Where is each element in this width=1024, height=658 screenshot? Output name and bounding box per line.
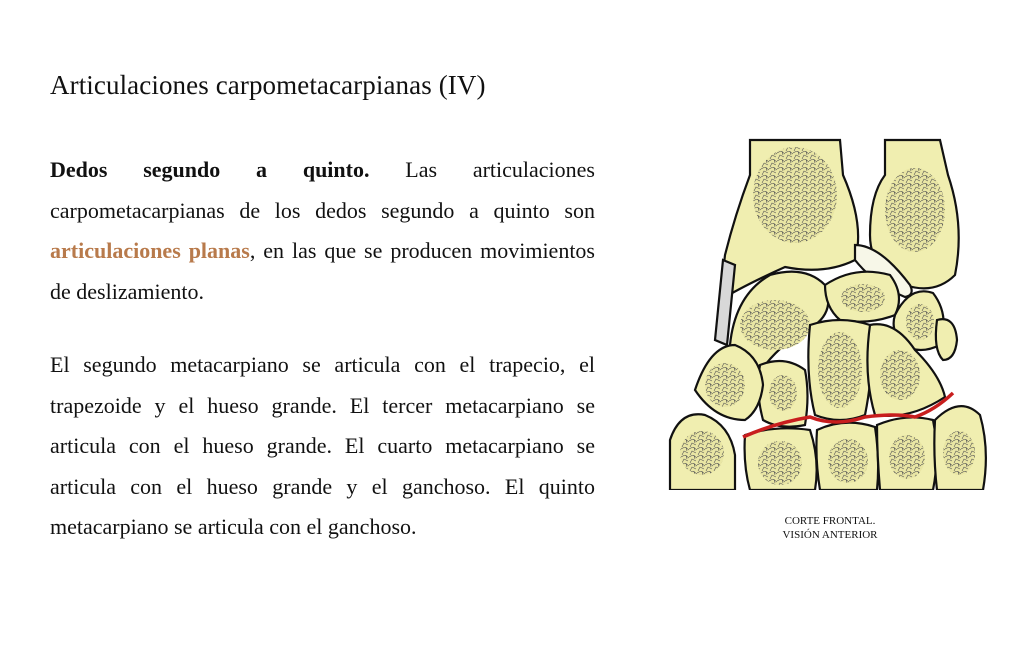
- trapezoid-spongy: [769, 375, 797, 411]
- highlighted-term: articulaciones planas: [50, 238, 250, 263]
- pisiform-bone: [936, 319, 957, 360]
- caption-line-2: VISIÓN ANTERIOR: [782, 529, 878, 541]
- paragraph-fingers-two-to-five: [50, 150, 595, 312]
- body-text: [50, 150, 595, 548]
- radius-spongy: [753, 147, 837, 243]
- paragraph-metacarpal-articulations: El segundo metacarpiano se articula con el trapecio, el trapezoide y el hueso grande. El tercer metacarpiano se articula con el hueso grande. El cuarto metacarpiano se articula con el hueso grande y el ganchoso. El quinto metacarpiano se articula con el ganchoso.: [50, 352, 595, 539]
- triquetrum-spongy: [906, 304, 934, 340]
- metacarpal-3-spongy: [828, 439, 868, 483]
- metacarpal-5-spongy: [943, 431, 975, 475]
- page-title: Articulaciones carpometacarpianas (IV): [50, 70, 486, 100]
- caption-line-1: CORTE FRONTAL.: [784, 515, 876, 527]
- wrist-bones-drawing: [665, 135, 995, 490]
- lunate-spongy: [841, 284, 885, 312]
- figure-caption: [735, 514, 925, 542]
- paragraph-text-before: Las articulaciones carpometacarpianas de los dedos segundo a quinto son: [50, 157, 595, 223]
- anatomical-illustration: [665, 135, 995, 490]
- metacarpal-4-spongy: [889, 435, 925, 479]
- paragraph-lead: Dedos segundo a quinto.: [50, 157, 370, 182]
- bones-group: [670, 140, 986, 490]
- capitate-spongy: [818, 332, 862, 408]
- ulna-spongy: [885, 168, 945, 252]
- hamate-spongy: [880, 350, 920, 400]
- metacarpal-2-spongy: [758, 441, 802, 485]
- scaphoid-spongy: [740, 300, 810, 350]
- paragraph-text-after: , en las que se producen movimientos de deslizamiento.: [50, 238, 595, 304]
- trapezium-spongy: [705, 363, 745, 407]
- metacarpal-1-spongy: [680, 431, 724, 475]
